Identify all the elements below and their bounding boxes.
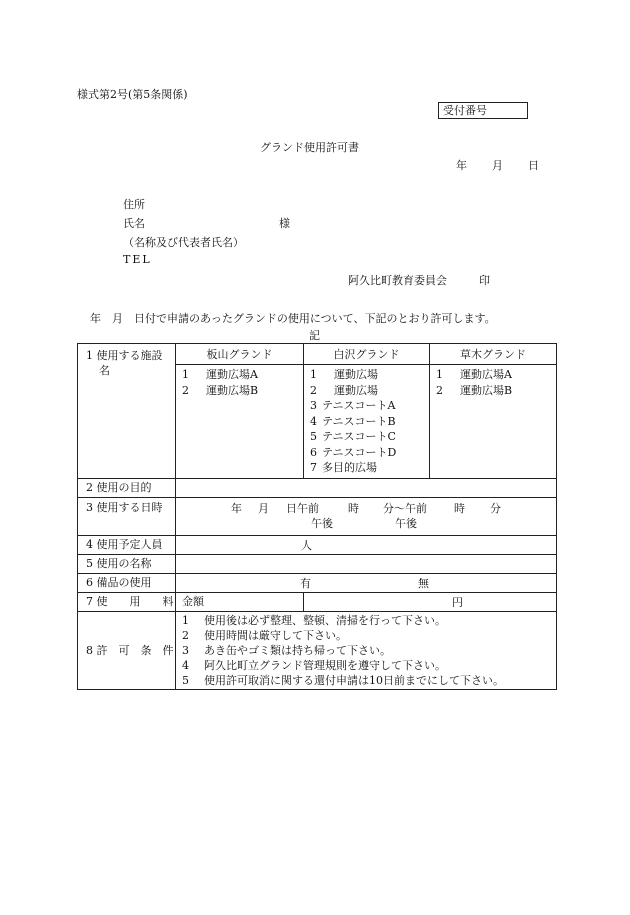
dt-month: 月 [258, 502, 269, 515]
tel-label: TEL [123, 253, 152, 266]
facility-option[interactable]: 1 運動広場A [182, 368, 258, 381]
facility-option[interactable]: 7 多目的広場 [310, 461, 377, 474]
facility-option[interactable]: 5 テニスコートC [310, 430, 396, 443]
facility-label-cell [78, 344, 176, 479]
dt-hour-to: 時 [454, 502, 465, 515]
facility-label-line1: 1 使用する施設 [86, 349, 163, 362]
equipment-yes[interactable]: 有 [300, 576, 311, 590]
people-unit: 人 [301, 538, 312, 552]
people-row [78, 535, 557, 554]
equipment-no[interactable]: 無 [418, 576, 429, 590]
facility-option[interactable]: 4 テニスコートB [310, 414, 396, 428]
permit-table [77, 343, 557, 690]
user-name-row [78, 554, 557, 573]
conditions-list [176, 611, 557, 689]
facility-label-line2: 名 [99, 364, 110, 377]
datetime-label: 3 使用する日時 [78, 497, 176, 535]
honorific: 様 [279, 217, 290, 230]
dt-min-from: 分～ [383, 502, 405, 515]
dt-year: 年 [231, 502, 242, 515]
equipment-label: 6 備品の使用 [78, 573, 176, 592]
date-day: 日 [528, 159, 539, 172]
facility-option[interactable]: 6 テニスコートD [310, 445, 397, 459]
fee-amount-field[interactable] [304, 592, 557, 611]
fee-unit: 円 [452, 595, 463, 609]
permission-statement: 年 月 日付で申請のあったグランドの使用について、下記のとおり許可します。 [90, 312, 496, 325]
facility-option[interactable]: 1 運動広場A [436, 368, 512, 381]
kusaki-items [430, 365, 557, 479]
facility-option[interactable]: 1 運動広場 [310, 368, 378, 381]
user-name-field[interactable] [176, 554, 557, 573]
ground-name-itayama: 板山グランド [176, 344, 304, 365]
receipt-number-label: 受付番号 [443, 104, 487, 117]
purpose-row [78, 478, 557, 497]
purpose-label: 2 使用の目的 [78, 478, 176, 497]
org-name-note: （名称及び代表者氏名） [123, 236, 244, 249]
fee-label: 7 使 用 料 [78, 592, 176, 611]
condition-item: 3 あき缶やゴミ類は持ち帰って下さい。 [182, 643, 391, 657]
itayama-items [176, 365, 304, 479]
dt-pm-to: 午後 [395, 517, 417, 530]
address-label: 住所 [123, 198, 145, 211]
conditions-label: 8 許 可 条 件 [78, 611, 176, 689]
facility-option[interactable]: 2 運動広場 [310, 383, 378, 397]
datetime-field[interactable] [176, 497, 557, 535]
condition-item: 2 使用時間は厳守して下さい。 [182, 628, 347, 642]
dt-am-to: 午前 [405, 502, 427, 515]
receipt-number-box[interactable] [438, 102, 528, 119]
fee-row [78, 592, 557, 611]
dt-hour-from: 時 [348, 502, 359, 515]
people-field[interactable] [176, 535, 557, 554]
ground-name-kusaki: 草木グランド [430, 344, 557, 365]
date-month: 月 [492, 159, 503, 172]
facility-option[interactable]: 3 テニスコートA [310, 399, 396, 412]
issuer-name: 阿久比町教育委員会 [348, 274, 447, 287]
people-label: 4 使用予定人員 [78, 535, 176, 554]
dt-am-from: 午前 [297, 502, 319, 515]
dt-min-to: 分 [490, 502, 501, 515]
equipment-row [78, 573, 557, 592]
condition-item: 5 使用許可取消に関する還付申請は10日前までにして下さい。 [182, 673, 504, 687]
user-name-label: 5 使用の名称 [78, 554, 176, 573]
record-heading: 記 [309, 329, 320, 342]
dt-day: 日 [286, 502, 297, 515]
facility-header-row [78, 344, 557, 365]
condition-item: 4 阿久比町立グランド管理規則を遵守して下さい。 [182, 658, 446, 672]
condition-item: 1 使用後は必ず整理、整頓、清掃を行って下さい。 [182, 613, 446, 627]
shirasawa-items [304, 365, 430, 479]
equipment-field[interactable] [176, 573, 557, 592]
datetime-row [78, 497, 557, 535]
facility-option[interactable]: 2 運動広場B [182, 383, 259, 397]
purpose-field[interactable] [176, 478, 557, 497]
dt-pm-from: 午後 [311, 517, 333, 530]
fee-amount-label: 金額 [176, 592, 304, 611]
ground-name-shirasawa: 白沢グランド [304, 344, 430, 365]
document-title: グランド使用許可書 [260, 141, 359, 154]
name-label: 氏名 [123, 217, 145, 230]
date-year: 年 [456, 159, 467, 172]
form-number-label: 様式第2号(第5条関係) [77, 88, 188, 101]
conditions-row [78, 611, 557, 689]
facility-option[interactable]: 2 運動広場B [436, 383, 513, 397]
seal-mark: 印 [479, 274, 490, 287]
